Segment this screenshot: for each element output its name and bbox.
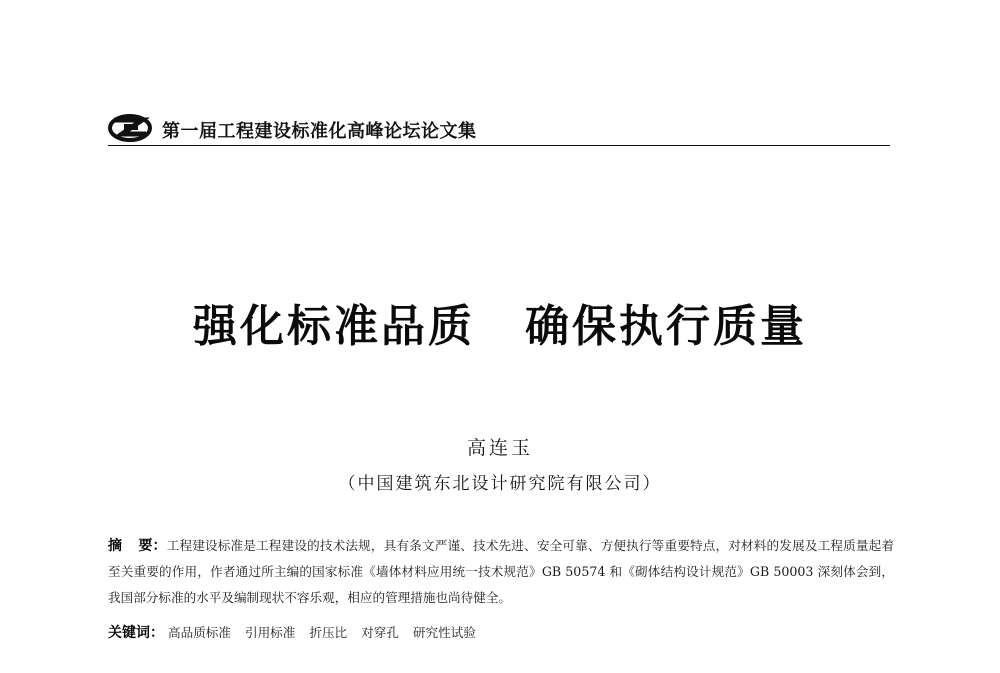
keyword-item: 高品质标准 [168, 625, 231, 640]
running-header [108, 112, 890, 146]
keyword-item: 引用标准 [244, 625, 296, 640]
keyword-item: 研究性试验 [412, 625, 476, 640]
paper-title-part2: 确保执行质量 [525, 301, 807, 352]
keyword-item: 折压比 [309, 625, 348, 640]
paper-title [0, 290, 1000, 354]
paper-title-part1: 强化标准品质 [193, 301, 475, 352]
author-name: 高连玉 [466, 437, 533, 459]
abstract [108, 533, 894, 611]
keywords [108, 621, 894, 645]
keywords-label: 关键词： [108, 625, 164, 641]
abstract-text: 工程建设标准是工程建设的技术法规，具有条文严谨、技术先进、安全可靠、方便执行等重要特点，对材料的发展及工程质量起着至关重要的作用，作者通过所主编的国家标准《墙体材料应用统一技术规范》GB 50574 和《砌体结构设计规范》GB 50003 深刻体会到，我国部分标准的水平及编制现状不容乐观，相应的管理措施也尚待健全。 [108, 538, 895, 605]
keyword-item: 对穿孔 [361, 625, 399, 640]
keywords-list [168, 625, 490, 640]
abstract-label: 摘 要： [108, 538, 167, 554]
author-affiliation: （中国建筑东北设计研究院有限公司） [338, 474, 662, 494]
journal-title: 第一届工程建设标准化高峰论坛论文集 [162, 121, 477, 142]
zs-logo-icon [108, 114, 152, 142]
header-rule [108, 145, 890, 146]
